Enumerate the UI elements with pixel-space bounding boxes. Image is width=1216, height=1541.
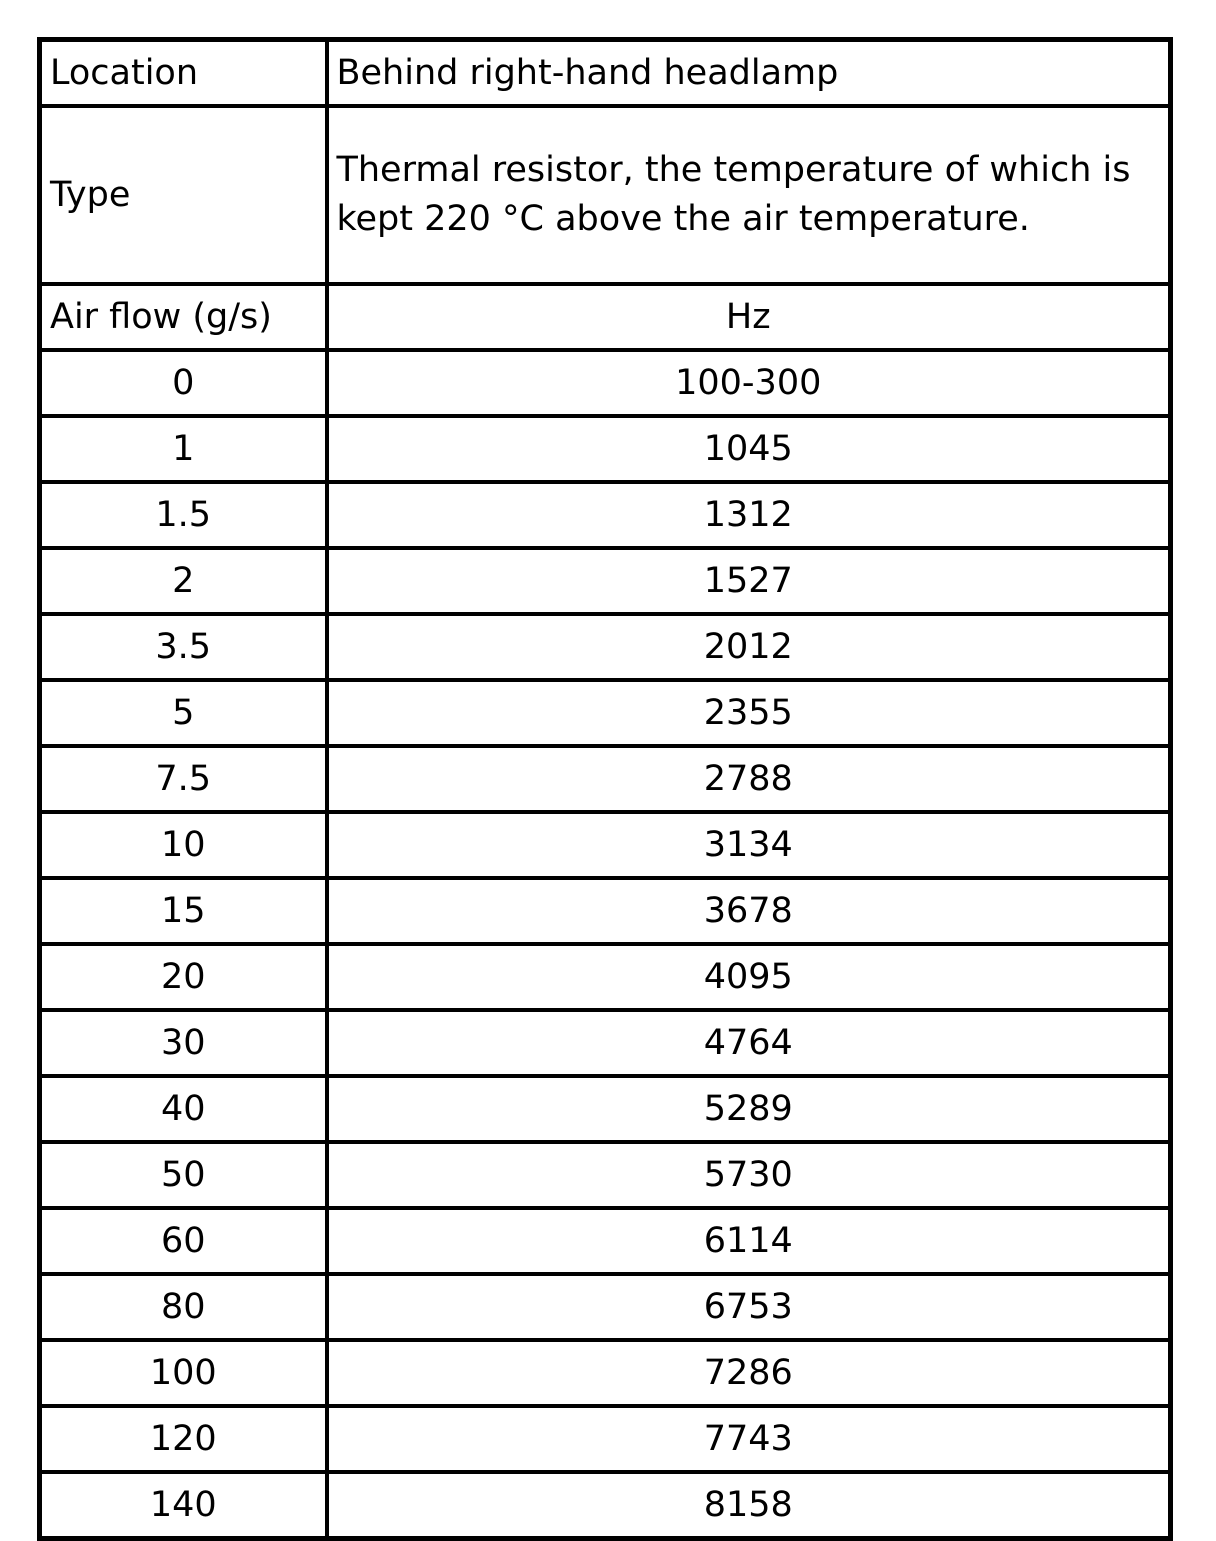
hz-cell: 1527 [327,548,1171,614]
table-row [40,1208,1171,1274]
table-row [40,416,1171,482]
hz-cell: 6114 [327,1208,1171,1274]
location-label: Location [40,40,327,107]
hz-cell: 1045 [327,416,1171,482]
airflow-cell: 2 [40,548,327,614]
airflow-cell: 30 [40,1010,327,1076]
hz-cell: 3134 [327,812,1171,878]
hz-cell: 2788 [327,746,1171,812]
table-row [40,1406,1171,1472]
table-row [40,1142,1171,1208]
airflow-cell: 120 [40,1406,327,1472]
hz-cell: 3678 [327,878,1171,944]
table-row [40,878,1171,944]
airflow-cell: 140 [40,1472,327,1539]
airflow-cell: 60 [40,1208,327,1274]
column-header-hz: Hz [327,284,1171,350]
table-row [40,812,1171,878]
airflow-cell: 20 [40,944,327,1010]
table-row [40,944,1171,1010]
hz-cell: 4764 [327,1010,1171,1076]
location-value: Behind right-hand headlamp [327,40,1171,107]
airflow-cell: 100 [40,1340,327,1406]
airflow-cell: 1 [40,416,327,482]
table-row [40,1076,1171,1142]
airflow-cell: 80 [40,1274,327,1340]
location-row [40,40,1171,107]
column-header-row [40,284,1171,350]
table-row [40,614,1171,680]
airflow-cell: 50 [40,1142,327,1208]
hz-cell: 5730 [327,1142,1171,1208]
type-value: Thermal resistor, the temperature of which is kept 220 °C above the air temperature. [327,106,1171,284]
type-row [40,106,1171,284]
table-body [40,40,1171,1539]
table-row [40,1274,1171,1340]
table-row [40,350,1171,416]
airflow-cell: 10 [40,812,327,878]
airflow-cell: 1.5 [40,482,327,548]
table-row [40,1340,1171,1406]
airflow-cell: 40 [40,1076,327,1142]
sensor-spec-sheet [37,37,1168,1541]
table-row [40,1010,1171,1076]
hz-cell: 1312 [327,482,1171,548]
airflow-cell: 5 [40,680,327,746]
airflow-cell: 7.5 [40,746,327,812]
airflow-cell: 0 [40,350,327,416]
sensor-spec-table [37,37,1173,1541]
type-label: Type [40,106,327,284]
table-row [40,482,1171,548]
column-header-airflow: Air flow (g/s) [40,284,327,350]
hz-cell: 6753 [327,1274,1171,1340]
table-row [40,548,1171,614]
table-row [40,1472,1171,1539]
table-row [40,680,1171,746]
hz-cell: 4095 [327,944,1171,1010]
hz-cell: 2012 [327,614,1171,680]
hz-cell: 100-300 [327,350,1171,416]
hz-cell: 8158 [327,1472,1171,1539]
table-row [40,746,1171,812]
hz-cell: 7286 [327,1340,1171,1406]
airflow-cell: 15 [40,878,327,944]
airflow-cell: 3.5 [40,614,327,680]
hz-cell: 7743 [327,1406,1171,1472]
hz-cell: 2355 [327,680,1171,746]
hz-cell: 5289 [327,1076,1171,1142]
